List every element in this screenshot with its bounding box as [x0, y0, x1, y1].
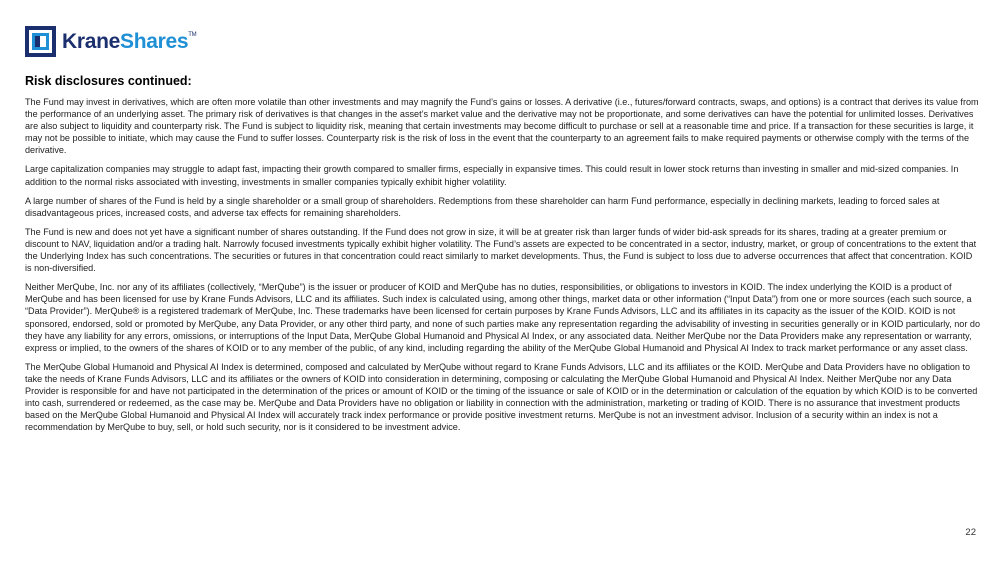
section-heading: Risk disclosures continued:: [25, 74, 192, 88]
disclosure-paragraph: Large capitalization companies may struggle to adapt fast, impacting their growth compared to smaller firms, especially in expansive times. This could result in lower stock returns than investing in smaller and mid-sized companies. In addition to the normal risks associated with investing, investments in smaller companies typically exhibit higher volatility.: [25, 164, 959, 187]
logo-mark-icon: [25, 26, 56, 57]
disclosure-paragraph: The Fund may invest in derivatives, which are often more volatile than other investments and may magnify the Fund’s gains or losses. A derivative (i.e., futures/forward contracts, swaps, and options) is a contract that derives its value from the performance of an underlying asset. The primary risk of derivatives is that changes in the asset’s market value and the derivative may not be proportionate, and some derivatives can have the potential for unlimited losses. Derivatives are also subject to liquidity and counterparty risk. The Fund is subject to liquidity risk, meaning that certain investments may become difficult to purchase or sell at a reasonable time and price. If a transaction for these securities is large, it may not be possible to initiate, which may cause the Fund to suffer losses. Counterparty risk is the risk of loss in the event that the counterparty to an agreement fails to make required payments or otherwise comply with the terms of the derivative.: [25, 97, 979, 156]
disclosure-paragraph: Neither MerQube, Inc. nor any of its affiliates (collectively, “MerQube”) is the issuer or producer of KOID and MerQube has no duties, responsibilities, or obligations to investors in KOID. The index underlying the KOID is a product of MerQube and has been licensed for use by Krane Funds Advisors, LLC and its affiliates. Such index is calculated using, among other things, market data or other information (“Input Data”) from one or more sources (each such source, a “Data Provider”). MerQube® is a registered trademark of MerQube, Inc. These trademarks have been licensed for certain purposes by Krane Funds Advisors, LLC and its affiliates in its capacity as the issuer of the KOID. KOID is not sponsored, endorsed, sold or promoted by MerQube, any Data Provider, or any other third party, and none of such parties make any representation regarding the advisability of investing in securities generally or in KOID particularly, nor do they have any liability for any errors, omissions, or interruptions of the Input Data, MerQube Global Humanoid and Physical AI Index, or any associated data. Neither MerQube nor the Data Providers make any representation or warranty, express or implied, to the owners of the shares of KOID or to any member of the public, of any kind, including regarding the ability of the MerQube Global Humanoid and Physical AI Index to track market performance or any asset class.: [25, 282, 981, 353]
disclosure-paragraph: The Fund is new and does not yet have a significant number of shares outstanding. If the Fund does not grow in size, it will be at greater risk than larger funds of wider bid-ask spreads for its shares, trading at a greater premium or discount to NAV, liquidation and/or a trading halt. Narrowly focused investments typically exhibit higher volatility. The Fund’s assets are expected to be concentrated in a sector, industry, market, or group of concentrations to the extent that the Underlying Index has such concentrations. The securities or futures in that concentration could react similarly to market developments. Thus, the Fund is subject to loss due to adverse occurrences that affect that concentration. KOID is non-diversified.: [25, 226, 977, 274]
disclosure-body: [25, 96, 980, 440]
trademark-symbol: TM: [188, 31, 197, 38]
disclosure-paragraph: A large number of shares of the Fund is held by a single shareholder or a small group of shareholders. Redemptions from these shareholder can harm Fund performance, especially in declining markets, leading to forced sales at disadvantageous prices, increased costs, and adverse tax effects for remaining shareholders.: [25, 195, 940, 218]
brand-wordmark: [62, 30, 196, 54]
brand-name-part2: Shares: [120, 29, 189, 53]
disclosure-paragraph: The MerQube Global Humanoid and Physical AI Index is determined, composed and calculated by MerQube without regard to Krane Funds Advisors, LLC and its affiliates or the KOID. MerQube and Data Providers have no obligation to take the needs of Krane Funds Advisors, LLC and its affiliates or the owners of KOID into consideration in determining, composing or calculating the MerQube Global Humanoid and Physical AI Index. Neither MerQube nor any Data Provider is responsible for and have not participated in the determination of the prices or amount of KOID or the timing of the issuance or sale of KOID or in the determination or calculation of the equation by which KOID is to be converted into cash, surrendered or redeemed, as the case may be. MerQube and Data Providers have no obligation or liability in connection with the administration, marketing or trading of KOID. There is no assurance that investment products based on the MerQube Global Humanoid and Physical AI Index will accurately track index performance or provide positive investment returns. MerQube is not an investment advisor. Inclusion of a security within an index is not a recommendation by MerQube to buy, sell, or hold such security, nor is it considered to be investment advice.: [25, 361, 978, 433]
brand-name-part1: Krane: [62, 29, 121, 53]
page-number: 22: [965, 527, 976, 538]
krane-shares-logo: [25, 26, 196, 57]
